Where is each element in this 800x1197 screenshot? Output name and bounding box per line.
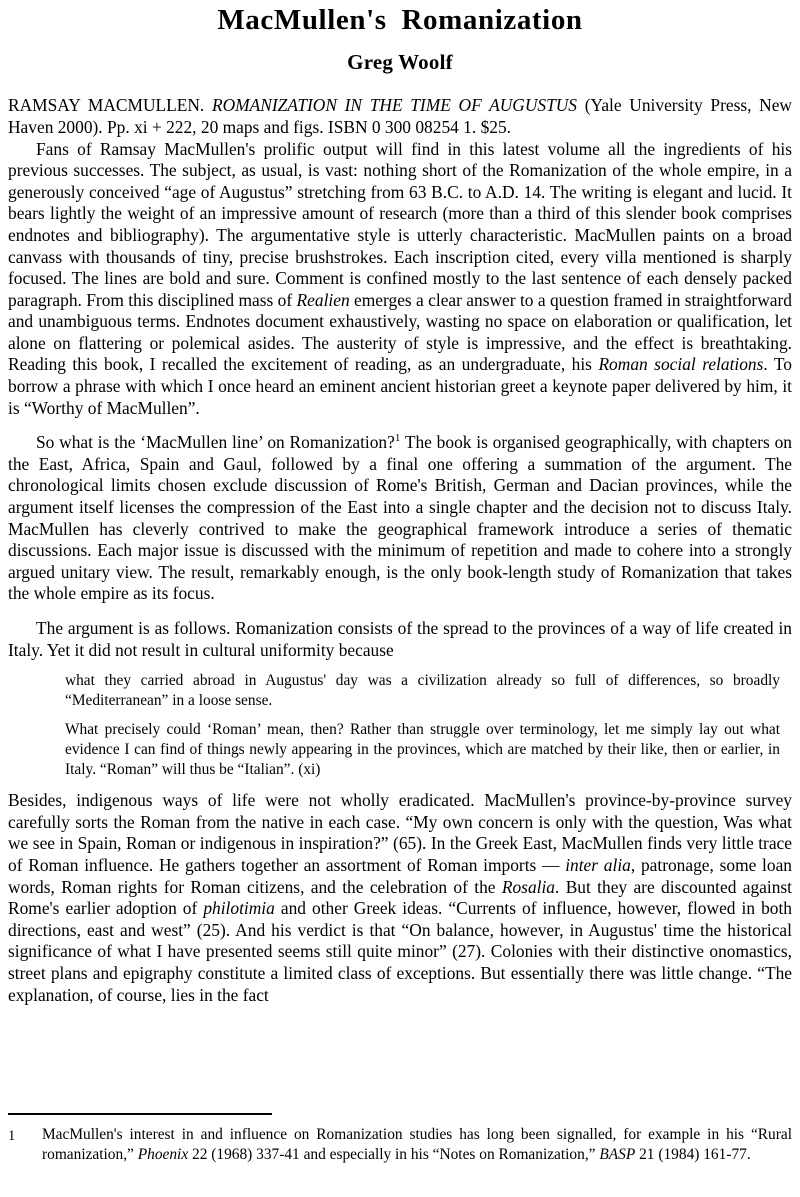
body-paragraph-4 <box>8 790 792 1006</box>
footnote-text-c: 21 (1984) 161-77. <box>635 1146 751 1163</box>
citation-publication-details: (Yale University Press, New Haven 2000). Pp. xi + 222, 20 maps and figs. ISBN 0 300 08254 1. $25. <box>8 95 792 137</box>
footnote-journal-basp: BASP <box>599 1146 636 1163</box>
paragraph-1-italic-realien: Realien <box>296 289 350 310</box>
paragraph-1-text-b: emerges a clear answer to a question framed in straightforward and unambiguous terms. Endnotes document exhaustively, wasting no space on elaboration or qualification, let alone on flattering or polemical asides. The austerity of style is impressive, and the effect is breathtaking. Reading this book, I recalled the excitement of reading, as an undergraduate, his <box>8 289 792 375</box>
paragraph-4-text-c: . But they are discounted against Rome's earlier adoption of <box>8 876 792 919</box>
paragraph-4-italic-philotimia: philotimia <box>203 898 275 919</box>
article-author: Greg Woolf <box>347 50 453 75</box>
paragraph-2-text-a: So what is the ‘MacMullen line’ on Romanization? <box>36 432 395 453</box>
footnote-text <box>42 1125 792 1165</box>
footnote-number: 1 <box>8 1128 16 1144</box>
footnote-journal-phoenix: Phoenix <box>137 1146 189 1163</box>
footnote-reference-1[interactable]: 1 <box>394 432 401 445</box>
paragraph-1-text-a: Fans of Ramsay MacMullen's prolific output will find in this latest volume all the ingredients of his previous successes. The subject, as usual, is vast: nothing short of the Romanization of the whole empire, in a generously conceived “age of Augustus” stretching from 63 B.C. to A.D. 14. The writing is elegant and lucid. It bears lightly the weight of an impressive amount of research (more than a third of this slender book comprises endnotes and bibliography). The argumentative style is utterly characteristic. MacMullen paints on a broad canvass with thousands of tiny, precise brushstrokes. Each inscription cited, every villa mentioned is sharply focused. The lines are bold and sure. Comment is confined mostly to the last sentence of each densely packed paragraph. From this disciplined mass of <box>8 138 792 310</box>
paragraph-1-italic-roman-social-relations: Roman social relations <box>598 354 764 375</box>
page-title: MacMullen's Romanization <box>217 4 583 36</box>
body-paragraph-3: The argument is as follows. Romanization consists of the spread to the provinces of a way of life created in Italy. Yet it did not result in cultural uniformity because <box>8 618 792 660</box>
block-quote <box>65 671 780 779</box>
paragraph-4-text-d: and other Greek ideas. “Currents of influence, however, flowed in both directions, east and west” (25). And his verdict is that “On balance, however, in Augustus' time the historical significance of what I have presented seems still quite minor” (27). Colonies with their distinctive onomastics, street plans and epigraphy constitute a limited class of exceptions. But essentially there was little change. “The explanation, of course, lies in the fact <box>8 898 792 1005</box>
book-citation <box>8 95 792 138</box>
citation-author: RAMSAY MACMULLEN. <box>8 95 205 116</box>
footnote-separator-rule <box>8 1113 272 1115</box>
footnote-text-a: MacMullen's interest in and influence on Romanization studies has long been signalled, for example in his “Rural romanization,” <box>42 1126 792 1163</box>
paragraph-2-text-b: The book is organised geographically, with chapters on the East, Africa, Spain and Gaul, followed by a final one offering a summation of the argument. The chronological limits chosen exclude discussion of Rome's British, German and Dacian provinces, while the argument itself licenses the compression of the East into a single chapter and the decision not to discuss Italy. MacMullen has cleverly contrived to make the geographical framework introduce a series of thematic discussions. Each major issue is discussed with the minimum of repetition and made to cohere into a strongly argued unitary view. The result, remarkably enough, is the only book-length study of Romanization that takes the whole empire as its focus. <box>8 432 792 604</box>
body-paragraph-2 <box>8 432 792 605</box>
paragraph-1-text-c: . To borrow a phrase with which I once heard an eminent ancient historian greet a keynote paper delivered by him, it is “Worthy of MacMullen”. <box>8 354 793 418</box>
paragraph-4-text-a: Besides, indigenous ways of life were not wholly eradicated. MacMullen's province-by-province survey carefully sorts the Roman from the native in each case. “My own concern is only with the question, Was what we see in Spain, Roman or indigenous in inspiration?” (65). In the Greek East, MacMullen finds very little trace of Roman influence. He gathers together an assortment of Roman imports — <box>8 790 792 875</box>
block-quote-paragraph-1: what they carried abroad in Augustus' day was a civilization already so full of differences, so broadly “Mediterranean” in a loose sense. <box>65 672 780 709</box>
footnote-item <box>8 1125 792 1165</box>
body-paragraph-1 <box>8 139 792 420</box>
page-content <box>8 0 792 1006</box>
paragraph-4-text-b: , patronage, some loan words, Roman rights for Roman citizens, and the celebration of the <box>8 854 793 897</box>
footnote-area <box>8 1113 792 1165</box>
footnote-text-b: 22 (1968) 337-41 and especially in his “Notes on Romanization,” <box>188 1146 600 1163</box>
block-quote-paragraph-2: What precisely could ‘Roman’ mean, then? Rather than struggle over terminology, let me simply lay out what evidence I can find of things newly appearing in the provinces, which are matched by their like, then or earlier, in Italy. “Roman” will thus be “Italian”. (xi) <box>65 721 780 778</box>
citation-book-title: ROMANIZATION IN THE TIME OF AUGUSTUS <box>211 95 578 116</box>
paragraph-4-italic-rosalia: Rosalia <box>501 876 555 897</box>
paragraph-4-italic-inter-alia: inter alia <box>565 854 631 875</box>
